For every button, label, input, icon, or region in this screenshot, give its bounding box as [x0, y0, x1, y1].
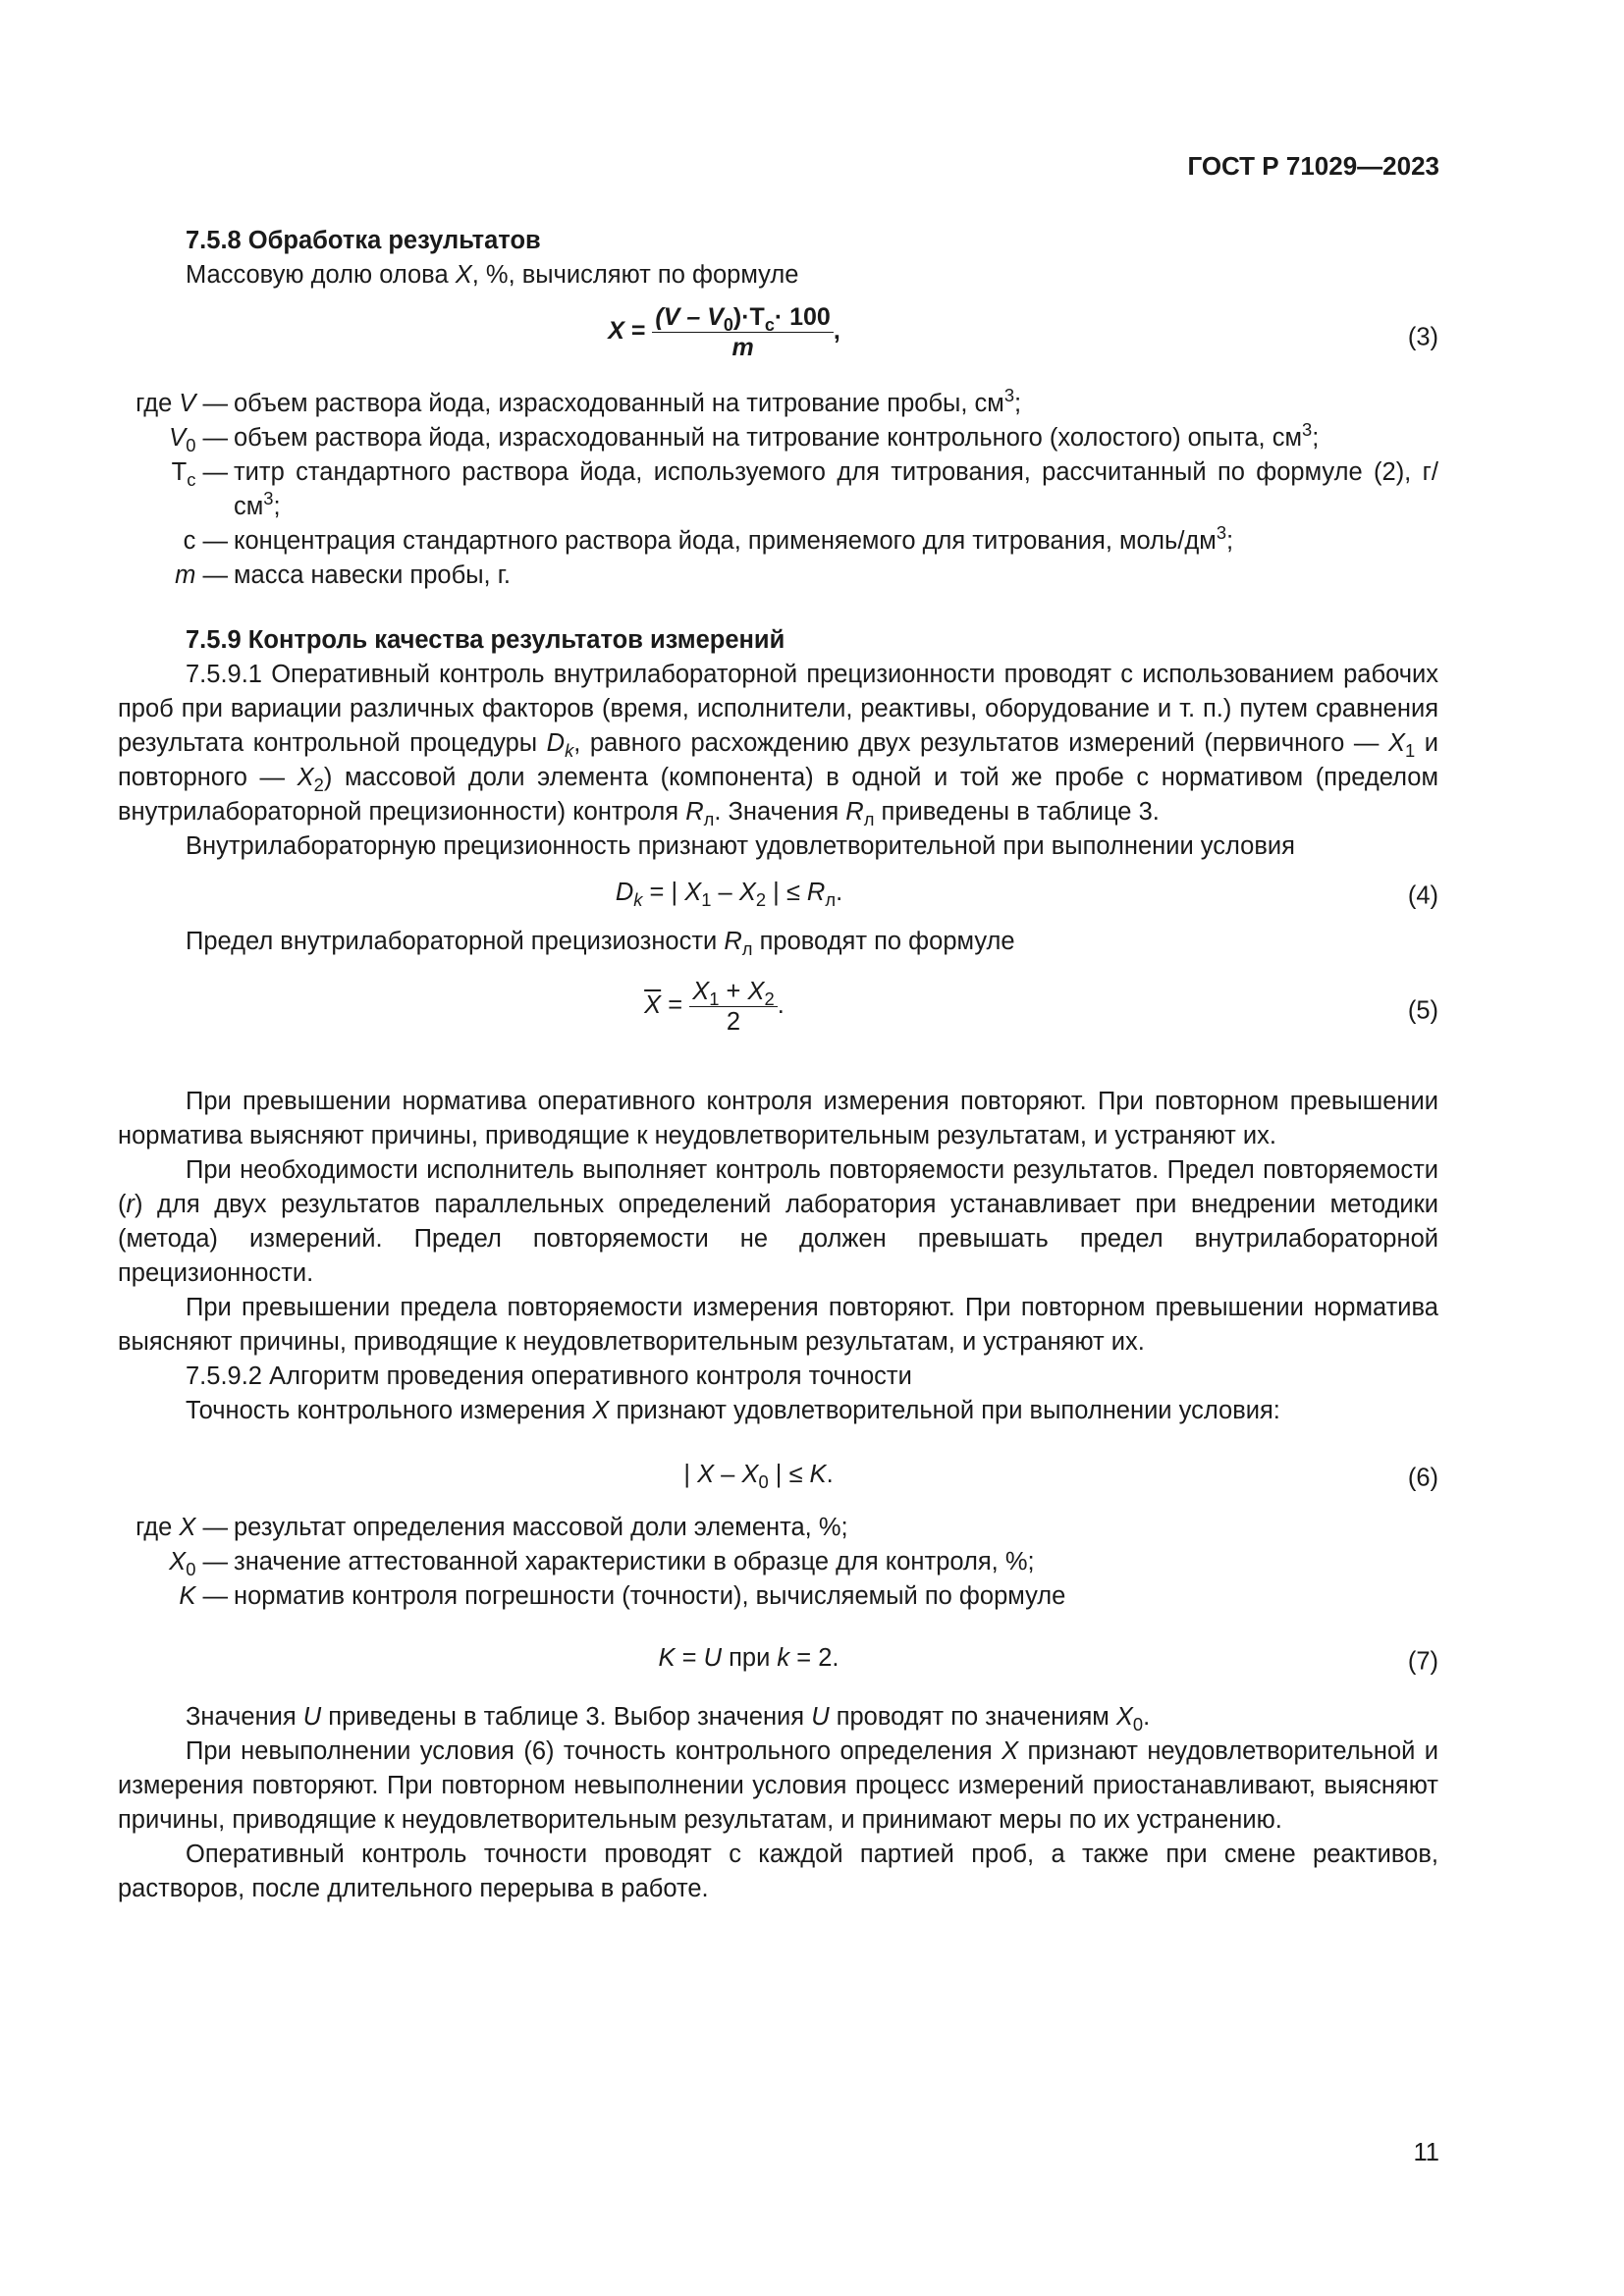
- formula-number-4: (4): [1407, 881, 1438, 910]
- formula-3: X = $\frac{(V - V_0)\cdot T_c\cdot 100}{m}$ , (3): [608, 303, 1438, 361]
- formula-3-definitions: [118, 384, 1438, 593]
- paragraph-failure: При невыполнении условия (6) точность контрольного определения X признают неудовлетворительной и измерения повторяют. При повторном невыполнении условия процесс измерений приостанавливают, выясняют причины, приводящие к неудовлетворительным результатам, и принимают меры по их устранению.: [118, 1737, 1439, 1834]
- page-number: 11: [1413, 2139, 1439, 2166]
- section-title-759: 7.5.9 Контроль качества результатов измерений: [186, 626, 785, 654]
- formula-6: | X – $X_0$ | ≤ K. (6): [118, 1458, 1438, 1499]
- formula-4: $D_k$ = | $X_1 - X_2$ | ≤ $R_л$. (4): [118, 876, 1438, 917]
- formula-5: $\overline{X}$ = $\frac{X_1 + X_2}{2}$ . (5): [644, 978, 1438, 1036]
- section-title-758: 7.5.8 Обработка результатов: [186, 227, 541, 254]
- definition-item: где X — результат определения массовой доли элемента, %;: [135, 1514, 848, 1541]
- formula-number-3: (3): [1407, 323, 1438, 351]
- paragraph-accuracy: Точность контрольного измерения X признают удовлетворительной при выполнении условия:: [186, 1397, 1280, 1424]
- definition-item: где V — объем раствора йода, израсходованный на титрование пробы, $см^3$;: [135, 384, 1022, 417]
- paragraph-u-values: Значения U приведены в таблице 3. Выбор значения U проводят по значениям $X_0$.: [186, 1703, 1151, 1735]
- formula-7: K = U при k = 2. (7): [118, 1641, 1438, 1682]
- formula-6-definitions: [118, 1511, 1438, 1614]
- page-content: [118, 224, 1438, 1906]
- paragraph-758-intro: Массовую долю олова X, %, вычисляют по формуле: [186, 261, 799, 289]
- formula-number-6: (6): [1407, 1464, 1438, 1492]
- formula-number-7: (7): [1407, 1647, 1438, 1676]
- definition-item: K — норматив контроля погрешности (точности), вычисляемый по формуле: [179, 1582, 1066, 1610]
- definition-item: m — масса навески пробы, г.: [175, 561, 511, 589]
- document-header: ГОСТ Р 71029—2023: [1187, 151, 1439, 181]
- definition-item: $T_c$ — титр стандартного раствора йода, используемого для титрования, рассчитанный по формуле (2), $г/см^3$;: [171, 458, 1438, 520]
- paragraph-7592: 7.5.9.2 Алгоритм проведения оперативного контроля точности: [186, 1362, 912, 1390]
- definition-item: с — концентрация стандартного раствора йода, применяемого для титрования, моль/$дм^3$;: [183, 521, 1234, 555]
- paragraph-control-frequency: Оперативный контроль точности проводят с каждой партией проб, а также при смене реактивов, растворов, после длительного перерыва в работе.: [118, 1841, 1438, 1902]
- paragraph-limit: Предел внутрилабораторной прецизиозности $R_л$ проводят по формуле: [186, 928, 1015, 959]
- definition-item: $X_0$ — значение аттестованной характеристики в образце для контроля, %;: [169, 1548, 1035, 1579]
- formula-number-5: (5): [1407, 996, 1438, 1025]
- paragraph-exceed: При превышении норматива оперативного контроля измерения повторяют. При повторном превышении норматива выясняют причины, приводящие к неудовлетворительным результатам, и устраняют их.: [118, 1088, 1438, 1149]
- paragraph-repeat-exceed: При превышении предела повторяемости измерения повторяют. При повторном превышении норматива выясняют причины, приводящие к неудовлетворительным результатам, и устраняют их.: [118, 1294, 1438, 1356]
- definition-item: $V_0$ — объем раствора йода, израсходованный на титрование контрольного (холостого) опыта, $см^3$;: [169, 418, 1320, 455]
- paragraph-condition: Внутрилабораторную прецизионность признают удовлетворительной при выполнении условия: [186, 832, 1295, 860]
- paragraph-repeatability: При необходимости исполнитель выполняет контроль повторяемости результатов. Предел повторяемости (r) для двух результатов параллельных определений лаборатория устанавливает при внедрении методики (метода) измерений. Предел повторяемости не должен превышать предел внутрилабораторной прецизионности.: [118, 1156, 1438, 1287]
- paragraph-7591: 7.5.9.1 Оперативный контроль внутрилабораторной прецизионности проводят с использованием рабочих проб при вариации различных факторов (время, исполнители, реактивы, оборудование и т. п.) путем сравнения результата контрольной процедуры $D_k$, равного расхождению двух результатов измерений (первичного — $X_1$ и повторного — $X_2$) массовой доли элемента (компонента) в одной и той же пробе с нормативом (пределом внутрилабораторной прецизионности) контроля $R_л$. Значения $R_л$ приведены в таблице 3.: [118, 661, 1439, 829]
